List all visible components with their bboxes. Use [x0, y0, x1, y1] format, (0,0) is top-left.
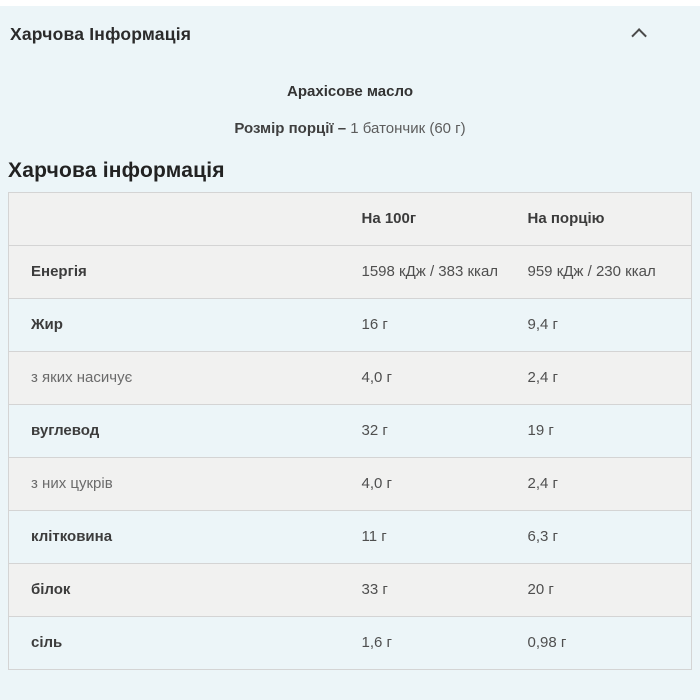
- table-row: [9, 352, 692, 405]
- chevron-up-icon[interactable]: [635, 29, 646, 40]
- value-per-serving: 2,4 г: [528, 458, 692, 511]
- nutrition-panel: [0, 6, 700, 700]
- nutrient-label: з яких насичує: [9, 352, 362, 405]
- value-per-100g: 1598 кДж / 383 ккал: [362, 246, 528, 299]
- value-per-100g: 16 г: [362, 299, 528, 352]
- table-row: [9, 405, 692, 458]
- value-per-100g: 33 г: [362, 564, 528, 617]
- value-per-serving: 959 кДж / 230 ккал: [528, 246, 692, 299]
- product-name: Арахісове масло: [287, 83, 413, 100]
- nutrition-table: [8, 192, 692, 670]
- accordion-title: Харчова Інформація: [10, 24, 192, 44]
- table-row: [9, 511, 692, 564]
- value-per-100g: 11 г: [362, 511, 528, 564]
- nutrient-label: клітковина: [9, 511, 362, 564]
- serving-size-line: [0, 120, 700, 137]
- table-row: [9, 299, 692, 352]
- column-header-per-100g: На 100г: [362, 193, 528, 246]
- value-per-serving: 2,4 г: [528, 352, 692, 405]
- nutrient-label: сіль: [9, 617, 362, 670]
- chevron-up-glyph: [631, 28, 647, 44]
- nutrient-label: Енергія: [9, 246, 362, 299]
- nutrient-label: білок: [9, 564, 362, 617]
- value-per-serving: 0,98 г: [528, 617, 692, 670]
- table-row: [9, 458, 692, 511]
- serving-size-value: 1 батончик (60 г): [350, 120, 466, 137]
- serving-size-label: Розмір порції –: [234, 120, 347, 137]
- accordion-header-nutrition[interactable]: [0, 6, 700, 45]
- value-per-serving: 9,4 г: [528, 299, 692, 352]
- section-heading: Харчова інформація: [8, 159, 225, 182]
- table-row: [9, 246, 692, 299]
- column-header-empty: [9, 193, 362, 246]
- nutrient-label: Жир: [9, 299, 362, 352]
- value-per-100g: 4,0 г: [362, 458, 528, 511]
- value-per-100g: 32 г: [362, 405, 528, 458]
- value-per-serving: 6,3 г: [528, 511, 692, 564]
- value-per-100g: 1,6 г: [362, 617, 528, 670]
- value-per-serving: 20 г: [528, 564, 692, 617]
- value-per-100g: 4,0 г: [362, 352, 528, 405]
- table-header-row: [9, 193, 692, 246]
- column-header-per-serving: На порцію: [528, 193, 692, 246]
- table-row: [9, 617, 692, 670]
- table-row: [9, 564, 692, 617]
- nutrient-label: вуглевод: [9, 405, 362, 458]
- value-per-serving: 19 г: [528, 405, 692, 458]
- nutrient-label: з них цукрів: [9, 458, 362, 511]
